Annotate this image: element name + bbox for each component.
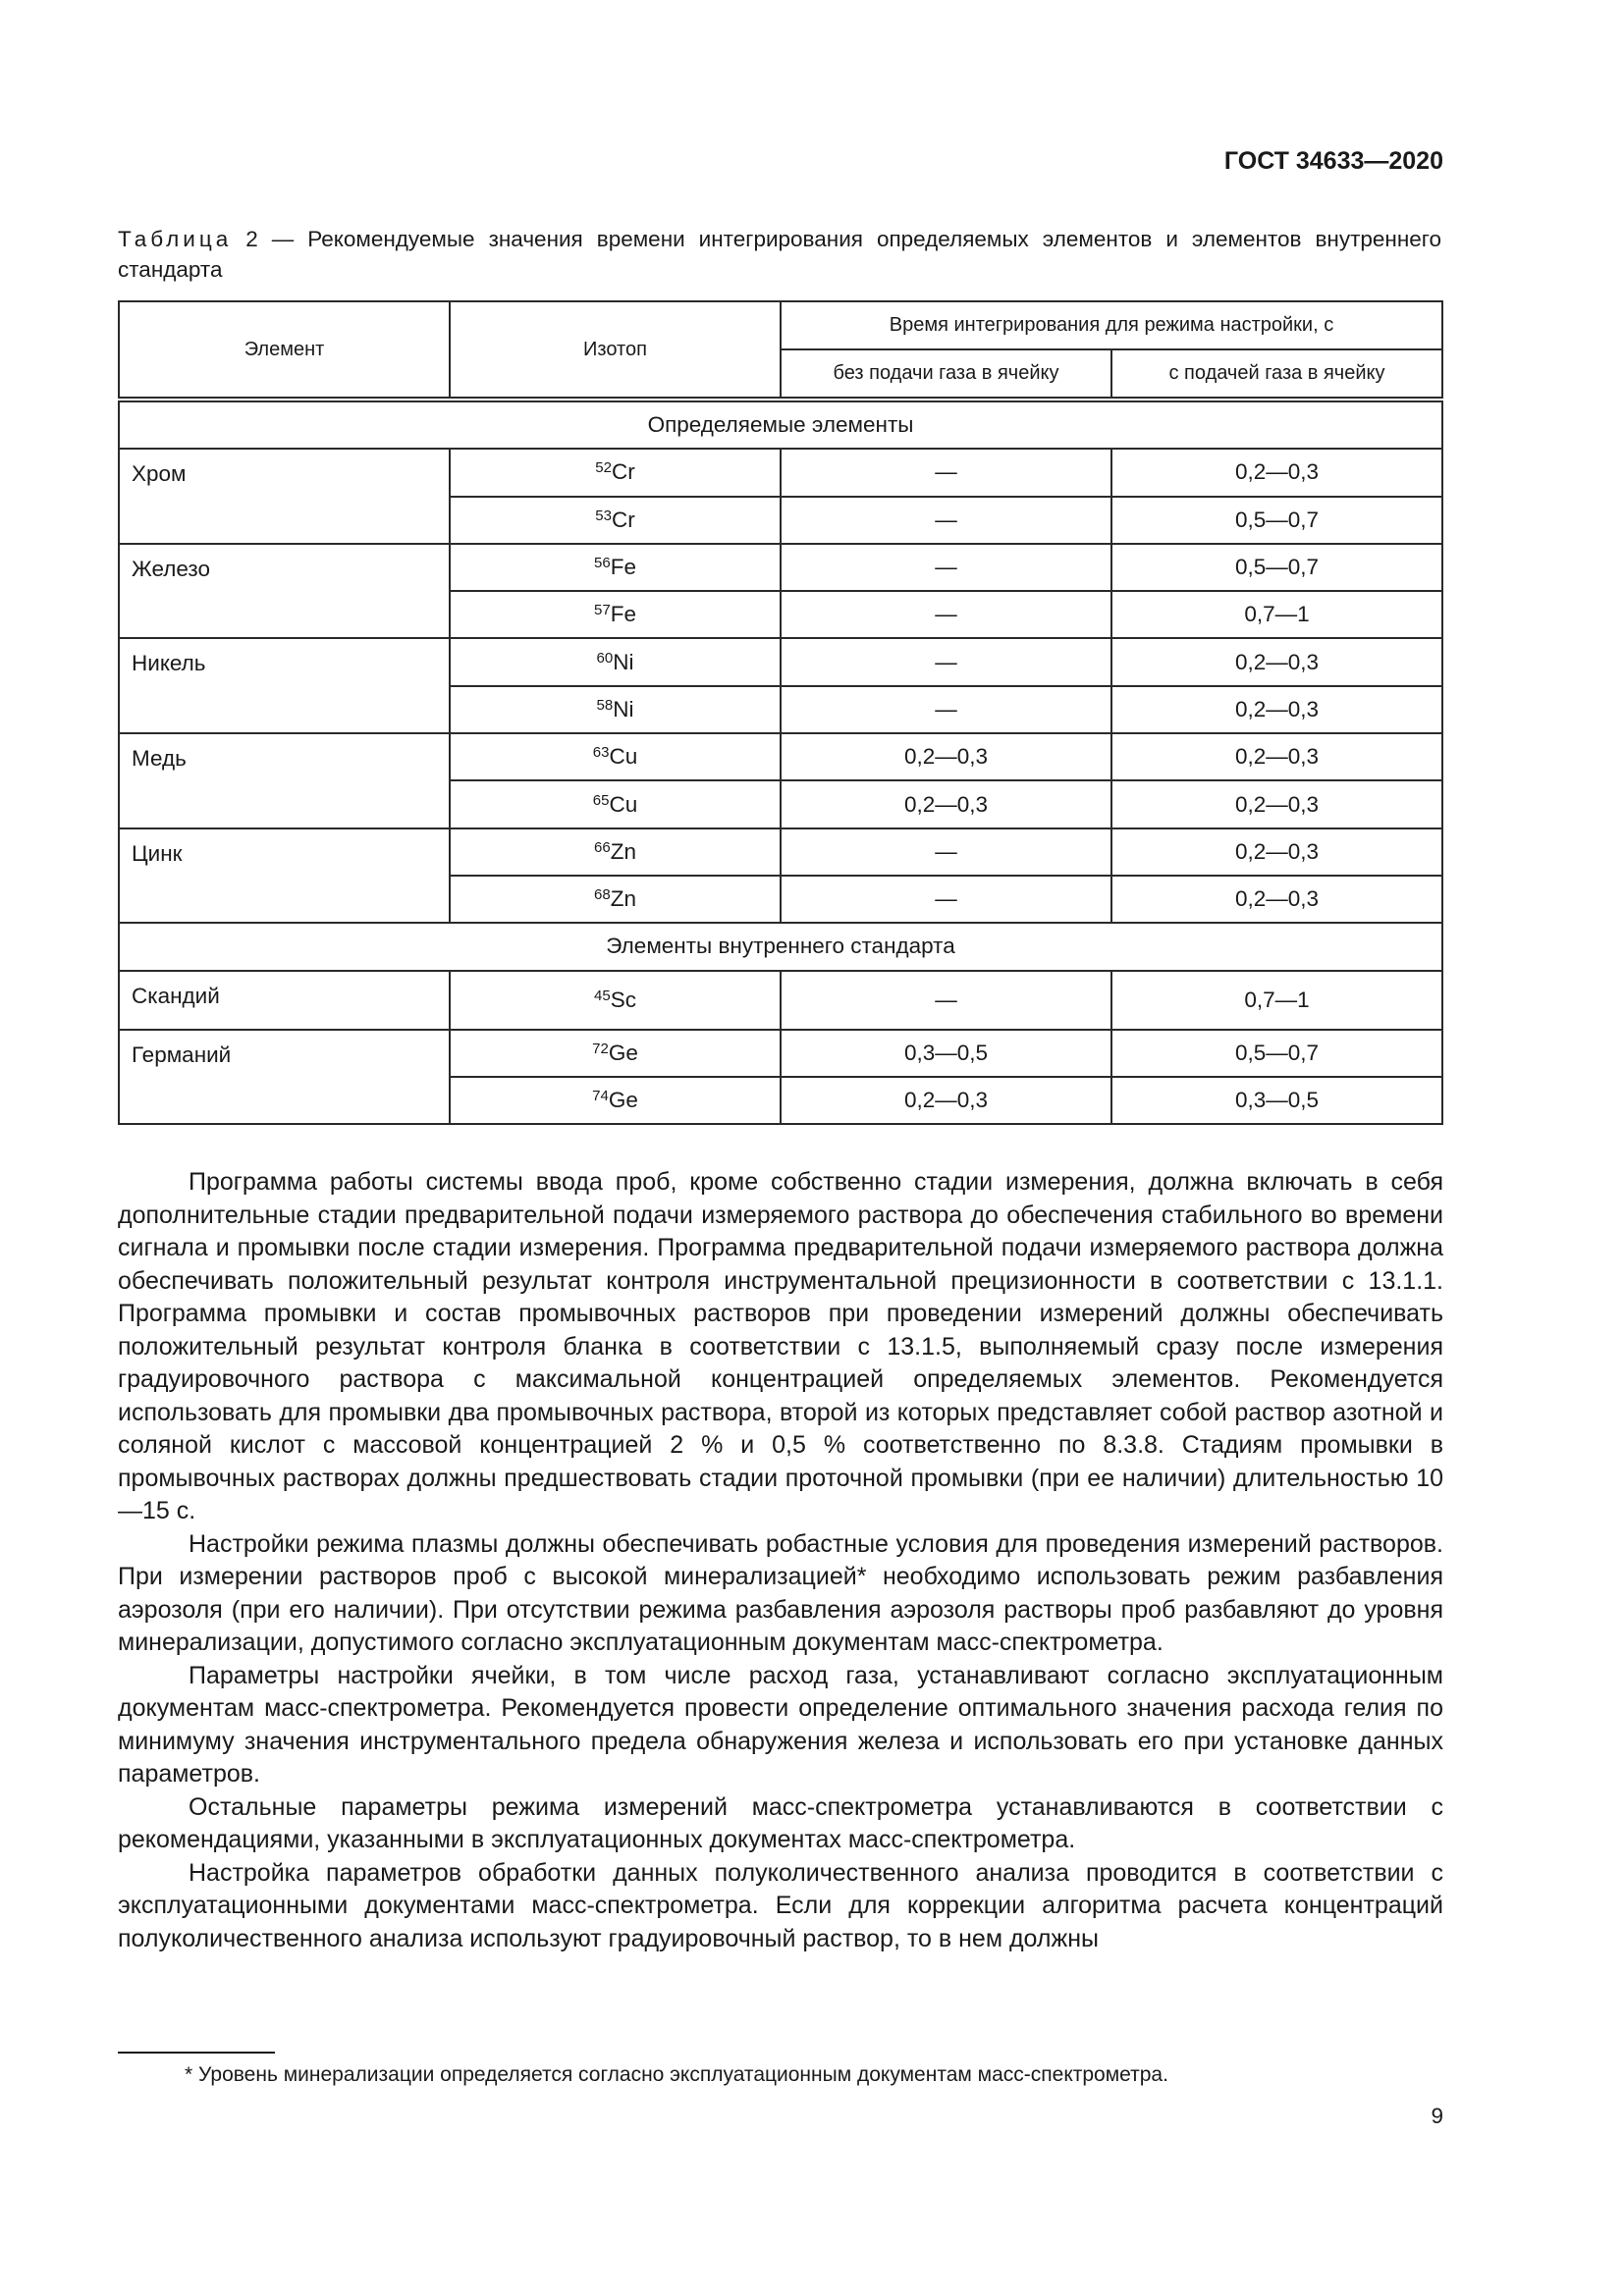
header-integration-time: Время интегрирования для режима настройки, с [781,301,1442,349]
value-with-gas: 0,2—0,3 [1111,733,1442,780]
value-with-gas: 0,2—0,3 [1111,686,1442,733]
isotope-cell [450,828,781,876]
mass-number: 53 [595,507,612,524]
value-with-gas: 0,5—0,7 [1111,1030,1442,1077]
element-symbol: Fe [610,602,636,627]
table-row [119,1030,1442,1077]
element-name: Скандий [119,971,450,1030]
element-symbol: Fe [610,555,636,580]
section-row [119,400,1442,449]
element-symbol: Sc [610,987,636,1012]
value-with-gas: 0,7—1 [1111,971,1442,1030]
element-symbol: Ge [608,1041,638,1065]
mass-number: 74 [592,1088,609,1105]
value-with-gas: 0,2—0,3 [1111,449,1442,496]
integration-time-table [118,300,1443,1125]
table-caption-text: 2 — Рекомендуемые значения времени интегрирования определяемых элементов и элементов внутреннего стандарта [118,227,1441,282]
isotope-cell [450,876,781,923]
table-row [119,733,1442,780]
mass-number: 57 [594,602,611,619]
value-no-gas: — [781,497,1111,544]
mass-number: 60 [596,649,614,667]
isotope-cell [450,1030,781,1077]
mass-number: 65 [592,791,610,809]
mass-number: 56 [594,555,611,572]
header-with-gas: с подачей газа в ячейку [1111,349,1442,400]
value-no-gas: — [781,686,1111,733]
document-code: ГОСТ 34633—2020 [1223,147,1443,175]
element-name: Хром [119,449,450,544]
mass-number: 52 [595,459,612,477]
value-with-gas: 0,2—0,3 [1111,638,1442,685]
paragraph: Программа работы системы ввода проб, кроме собственно стадии измерения, должна включать в себя дополнительные стадии предварительной подачи измеряемого раствора до обеспечения стабильного во времени сигнала и промывки после стадии измерения. Программа предварительной подачи измеряемого раствора должна обеспечивать положительный результат контроля инструментальной прецизионности в соответствии с 13.1.1. Программа промывки и состав промывочных растворов при проведении измерений должны обеспечивать положительный результат контроля бланка в соответствии с 13.1.5, выполняемый сразу после измерения градуировочного раствора с максимальной концентрацией определяемых элементов. Рекомендуется использовать для промывки два промывочных раствора, второй из которых представляет собой раствор азотной и соляной кислот с массовой концентрацией 2 % и 0,5 % соответственно по 8.3.8. Стадиям промывки в промывочных растворах должны предшествовать стадии проточной промывки (при ее наличии) длительностью 10—15 с. [118,1168,1443,1524]
element-symbol: Ni [613,696,634,721]
element-name: Железо [119,544,450,639]
value-no-gas: 0,2—0,3 [781,733,1111,780]
isotope-cell [450,591,781,638]
mass-number: 72 [592,1041,609,1057]
value-no-gas: — [781,544,1111,591]
element-symbol: Cr [611,507,635,532]
isotope-cell [450,1077,781,1124]
value-with-gas: 0,2—0,3 [1111,876,1442,923]
value-with-gas: 0,7—1 [1111,591,1442,638]
element-symbol: Cr [611,459,635,485]
element-symbol: Zn [610,838,636,864]
table-caption [118,224,1441,285]
table-row [119,638,1442,685]
value-no-gas: — [781,876,1111,923]
value-no-gas: — [781,591,1111,638]
isotope-cell [450,733,781,780]
paragraph: Параметры настройки ячейки, в том числе расход газа, устанавливают согласно эксплуатационным документам масс-спектрометра. Рекомендуется провести определение оптимального значения расхода гелия по минимуму значения инструментального предела обнаружения железа и использовать его при установке данных параметров. [118,1661,1443,1788]
value-with-gas: 0,5—0,7 [1111,544,1442,591]
table-caption-label: Таблица [118,227,233,251]
mass-number: 45 [594,987,611,1004]
mass-number: 66 [594,838,611,856]
value-with-gas: 0,2—0,3 [1111,828,1442,876]
element-symbol: Cu [609,791,638,817]
paragraph: Настройка параметров обработки данных полуколичественного анализа проводится в соответствии с эксплуатационными документами масс-спектрометра. Если для коррекции алгоритма расчета концентраций полуколичественного анализа используют градуировочный раствор, то в нем должны [118,1858,1443,1952]
value-no-gas: — [781,638,1111,685]
value-no-gas: — [781,971,1111,1030]
header-isotope: Изотоп [450,301,781,400]
paragraph: Остальные параметры режима измерений масс-спектрометра устанавливаются в соответствии с рекомендациями, указанными в эксплуатационных документах масс-спектрометра. [118,1792,1443,1853]
isotope-cell [450,544,781,591]
element-symbol: Ge [608,1088,638,1113]
element-name: Медь [119,733,450,828]
isotope-cell [450,449,781,496]
value-no-gas: 0,3—0,5 [781,1030,1111,1077]
isotope-cell [450,686,781,733]
table-row [119,971,1442,1030]
section-determined-elements: Определяемые элементы [119,400,1442,449]
table-row [119,828,1442,876]
mass-number: 63 [592,744,610,762]
element-symbol: Ni [613,649,634,674]
paragraph: Настройки режима плазмы должны обеспечивать робастные условия для проведения измерений растворов. При измерении растворов проб с высокой минерализацией* необходимо использовать режим разбавления аэрозоля (при его наличии). При отсутствии режима разбавления аэрозоля растворы проб разбавляют до уровня минерализации, допустимого согласно эксплуатационным документам масс-спектрометра. [118,1529,1443,1656]
section-internal-standard: Элементы внутреннего стандарта [119,923,1442,970]
element-symbol: Zn [610,886,636,912]
element-name: Германий [119,1030,450,1125]
value-with-gas: 0,5—0,7 [1111,497,1442,544]
header-element: Элемент [119,301,450,400]
value-no-gas: 0,2—0,3 [781,780,1111,828]
value-with-gas: 0,3—0,5 [1111,1077,1442,1124]
table-row [119,449,1442,496]
value-no-gas: — [781,449,1111,496]
value-no-gas: — [781,828,1111,876]
isotope-cell [450,638,781,685]
element-name: Никель [119,638,450,733]
header-no-gas: без подачи газа в ячейку [781,349,1111,400]
mass-number: 68 [594,886,611,904]
value-with-gas: 0,2—0,3 [1111,780,1442,828]
page-number: 9 [1431,2104,1443,2128]
table-row [119,544,1442,591]
body-text [118,1166,1443,1955]
isotope-cell [450,780,781,828]
element-symbol: Cu [609,744,638,770]
footnote-divider [118,2052,275,2054]
section-row [119,923,1442,970]
isotope-cell [450,497,781,544]
mass-number: 58 [596,696,614,714]
value-no-gas: 0,2—0,3 [781,1077,1111,1124]
element-name: Цинк [119,828,450,924]
isotope-cell [450,971,781,1030]
footnote: * Уровень минерализации определяется согласно эксплуатационным документам масс-спектрометра. [185,2063,1168,2086]
